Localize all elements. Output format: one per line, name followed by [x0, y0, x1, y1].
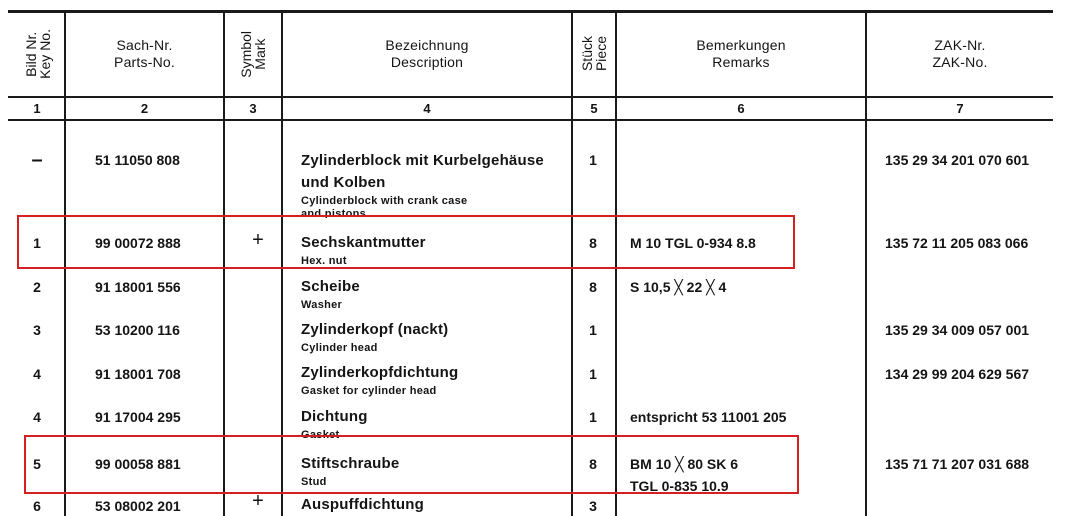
row-part-number: 99 00058 881 — [95, 456, 181, 472]
row-remark-line: S 10,5 ╳ 22 ╳ 4 — [630, 279, 727, 295]
row-desc-en: Hex. nut — [301, 255, 347, 267]
row-description — [301, 150, 544, 218]
header-mark-label: Mark — [252, 38, 268, 70]
highlight-box-row-5 — [24, 435, 799, 494]
row-part-number: 99 00072 888 — [95, 235, 181, 251]
row-desc-en: and pistons — [301, 209, 367, 218]
row-description — [301, 319, 448, 356]
row-part-number: 53 10200 116 — [95, 322, 180, 338]
header-sach-nr: Sach-Nr. — [116, 37, 173, 53]
row-key: 5 — [33, 456, 41, 472]
header-bild-nr: Bild Nr. — [23, 31, 39, 77]
row-part-number: 91 18001 556 — [95, 279, 181, 295]
row-quantity: 1 — [589, 322, 597, 338]
row-desc-de: Zylinderkopfdichtung — [301, 364, 459, 381]
row-part-number: 51 11050 808 — [95, 152, 180, 168]
highlight-box-row-1 — [17, 215, 795, 269]
row-desc-en: Washer — [301, 299, 343, 311]
row-part-number: 53 08002 201 — [95, 498, 181, 514]
row-desc-de: Zylinderkopf (nackt) — [301, 321, 449, 338]
column-number-4: 4 — [423, 100, 431, 116]
row-quantity: 1 — [589, 366, 597, 382]
row-desc-de: und Kolben — [301, 174, 386, 191]
row-key: 3 — [33, 322, 41, 338]
row-desc-en: Cylinder head — [301, 342, 378, 354]
row-zak-number: 135 29 34 201 070 601 — [885, 152, 1030, 168]
column-number-7: 7 — [956, 100, 964, 116]
row-symbol-mark: + — [252, 229, 264, 251]
row-desc-en: Gasket for cylinder head — [301, 385, 437, 397]
row-quantity: 3 — [589, 498, 597, 514]
column-number-3: 3 — [249, 100, 257, 116]
row-remark-line: M 10 TGL 0-934 8.8 — [630, 235, 756, 251]
row-description — [301, 276, 360, 313]
header-description — [283, 14, 571, 94]
row-zak-number: 135 72 11 205 083 066 — [885, 235, 1029, 251]
column-number-rule — [8, 119, 1053, 121]
row-quantity: 8 — [589, 235, 597, 251]
row-description — [301, 494, 424, 516]
row-remarks — [630, 406, 786, 428]
header-remarks-label: Remarks — [712, 54, 770, 70]
row-desc-en: Stud — [301, 476, 327, 488]
row-zak-number: 135 71 71 207 031 688 — [885, 456, 1030, 472]
row-key: 2 — [33, 279, 41, 295]
row-key: 4 — [33, 366, 41, 382]
row-desc-de: Zylinderblock mit Kurbelgehäuse — [301, 152, 544, 169]
row-desc-en: Gasket — [301, 429, 340, 441]
header-bezeichnung: Bezeichnung — [385, 37, 469, 53]
header-zak-nr: ZAK-Nr. — [934, 37, 986, 53]
header-remarks — [617, 14, 865, 94]
row-key: 6 — [33, 498, 41, 514]
column-number-6: 6 — [737, 100, 745, 116]
header-parts-no-label: Parts-No. — [114, 54, 175, 70]
row-desc-de: Stiftschraube — [301, 455, 400, 472]
row-quantity: 8 — [589, 279, 597, 295]
header-bemerkungen: Bemerkungen — [696, 37, 786, 53]
row-zak-number: 135 29 34 009 057 001 — [885, 322, 1030, 338]
row-remarks — [630, 276, 726, 298]
header-stueck: Stück — [579, 36, 595, 72]
row-remark-line: entspricht 53 11001 205 — [630, 409, 787, 425]
row-zak-number: 134 29 99 204 629 567 — [885, 366, 1030, 382]
header-key-no-label: Key No. — [37, 29, 53, 79]
row-key: 1 — [33, 235, 41, 251]
column-number-1: 1 — [33, 100, 41, 116]
row-key: – — [31, 149, 43, 171]
row-quantity: 1 — [589, 152, 597, 168]
row-desc-de: Auspuffdichtung — [301, 496, 424, 513]
header-symbol — [225, 14, 281, 94]
header-symbol-label: Symbol — [238, 30, 254, 78]
row-symbol-mark: + — [252, 490, 264, 512]
header-piece — [573, 14, 615, 94]
column-number-2: 2 — [140, 100, 149, 116]
row-desc-de: Dichtung — [301, 408, 368, 425]
header-description-label: Description — [390, 54, 464, 70]
column-number-5: 5 — [590, 100, 598, 116]
header-parts-no — [66, 14, 223, 94]
header-zak-no-label: ZAK-No. — [932, 54, 988, 70]
row-description — [301, 362, 458, 399]
header-piece-label: Piece — [593, 36, 609, 72]
row-quantity: 8 — [589, 456, 597, 472]
row-remark-line: BM 10 ╳ 80 SK 6 — [630, 456, 739, 472]
row-desc-de: Sechskantmutter — [301, 234, 426, 251]
header-key-no — [12, 14, 64, 94]
row-part-number: 91 17004 295 — [95, 409, 181, 425]
row-part-number: 91 18001 708 — [95, 366, 181, 382]
row-key: 4 — [33, 409, 41, 425]
row-remark-line: TGL 0-835 10.9 — [630, 478, 729, 494]
row-desc-en: Cylinderblock with crank case — [301, 195, 468, 207]
row-quantity: 1 — [589, 409, 597, 425]
top-rule — [8, 10, 1053, 13]
header-zak-no — [867, 14, 1053, 94]
row-desc-de: Scheibe — [301, 278, 360, 295]
